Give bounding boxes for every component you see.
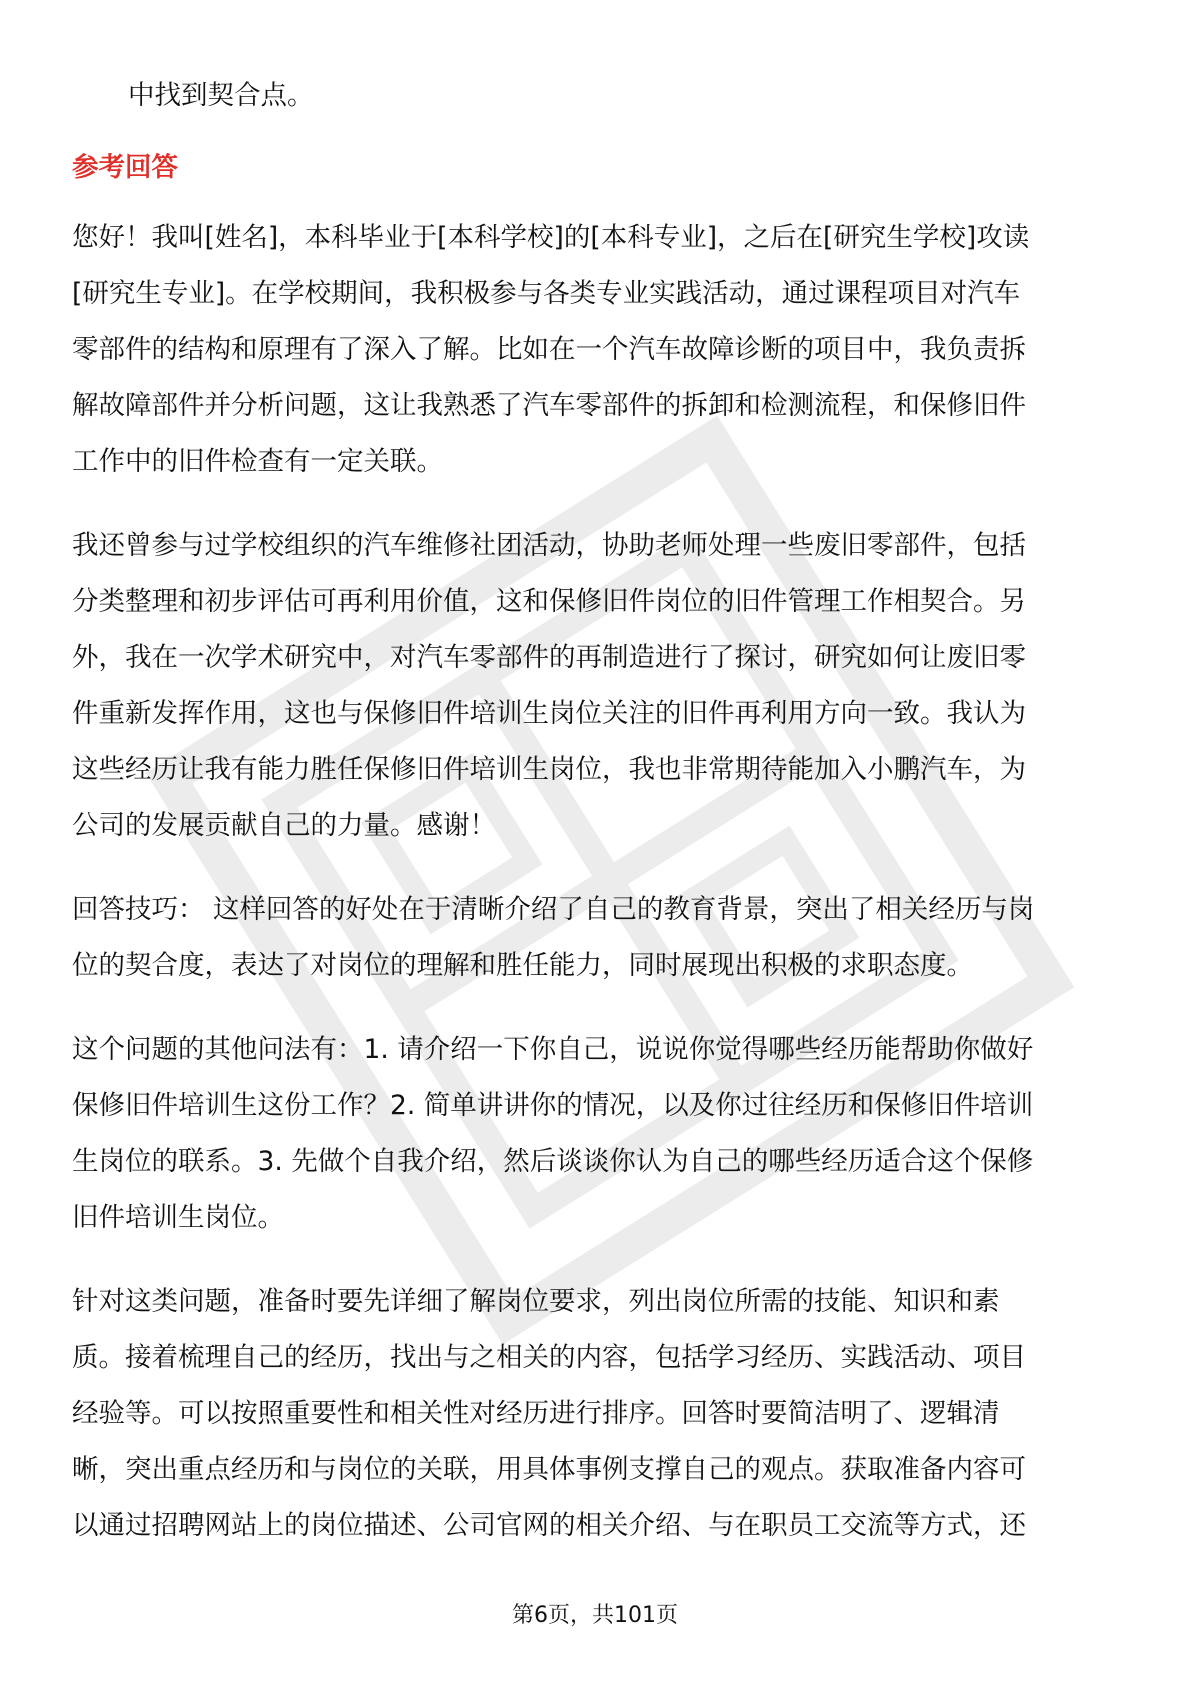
text-line: 解故障部件并分析问题，这让我熟悉了汽车零部件的拆卸和检测流程，和保修旧件 xyxy=(72,390,1026,421)
text-line: 质。接着梳理自己的经历，找出与之相关的内容，包括学习经历、实践活动、项目 xyxy=(72,1342,1026,1373)
text-line: 分类整理和初步评估可再利用价值，这和保修旧件岗位的旧件管理工作相契合。另 xyxy=(72,586,1026,617)
text-line: 位的契合度，表达了对岗位的理解和胜任能力，同时展现出积极的求职态度。 xyxy=(72,950,973,981)
continuation-line: 中找到契合点。 xyxy=(128,80,314,111)
paragraph-intro xyxy=(72,210,1122,490)
text-line: 这些经历让我有能力胜任保修旧件培训生岗位，我也非常期待能加入小鹏汽车，为 xyxy=(72,754,1026,785)
paragraph-preparation xyxy=(72,1274,1122,1554)
text-line: [研究生专业]。在学校期间，我积极参与各类专业实践活动，通过课程项目对汽车 xyxy=(72,278,1021,309)
text-line: 晰，突出重点经历和与岗位的关联，用具体事例支撑自己的观点。获取准备内容可 xyxy=(72,1454,1026,1485)
text-line: 回答技巧： 这样回答的好处在于清晰介绍了自己的教育背景，突出了相关经历与岗 xyxy=(72,894,1035,925)
document-body xyxy=(72,68,1122,1582)
text-line: 件重新发挥作用，这也与保修旧件培训生岗位关注的旧件再利用方向一致。我认为 xyxy=(72,698,1026,729)
text-line: 公司的发展贡献自己的力量。感谢！ xyxy=(72,810,496,841)
section-title: 参考回答 xyxy=(72,152,178,183)
text-line: 外，我在一次学术研究中，对汽车零部件的再制造进行了探讨，研究如何让废旧零 xyxy=(72,642,1026,673)
text-line: 零部件的结构和原理有了深入了解。比如在一个汽车故障诊断的项目中，我负责拆 xyxy=(72,334,1026,365)
text-line: 这个问题的其他问法有：1. 请介绍一下你自己，说说你觉得哪些经历能帮助你做好 xyxy=(72,1034,1034,1065)
text-line: 针对这类问题，准备时要先详细了解岗位要求，列出岗位所需的技能、知识和素 xyxy=(72,1286,1000,1317)
text-line: 保修旧件培训生这份工作？2. 简单讲讲你的情况，以及你过往经历和保修旧件培训 xyxy=(72,1090,1034,1121)
text-line: 工作中的旧件检查有一定关联。 xyxy=(72,446,443,477)
text-line: 生岗位的联系。3. 先做个自我介绍，然后谈谈你认为自己的哪些经历适合这个保修 xyxy=(72,1146,1034,1177)
page-number: 第6页，共101页 xyxy=(512,1603,678,1628)
text-line: 以通过招聘网站上的岗位描述、公司官网的相关介绍、与在职员工交流等方式，还 xyxy=(72,1510,1026,1541)
paragraph-alternatives xyxy=(72,1022,1122,1246)
paragraph-experience xyxy=(72,518,1122,854)
text-line: 您好！我叫[姓名]，本科毕业于[本科学校]的[本科专业]，之后在[研究生学校]攻读 xyxy=(72,222,1030,253)
text-line: 我还曾参与过学校组织的汽车维修社团活动，协助老师处理一些废旧零部件，包括 xyxy=(72,530,1026,561)
text-line: 经验等。可以按照重要性和相关性对经历进行排序。回答时要简洁明了、逻辑清 xyxy=(72,1398,1000,1429)
paragraph-tips xyxy=(72,882,1122,994)
text-line: 旧件培训生岗位。 xyxy=(72,1202,284,1233)
